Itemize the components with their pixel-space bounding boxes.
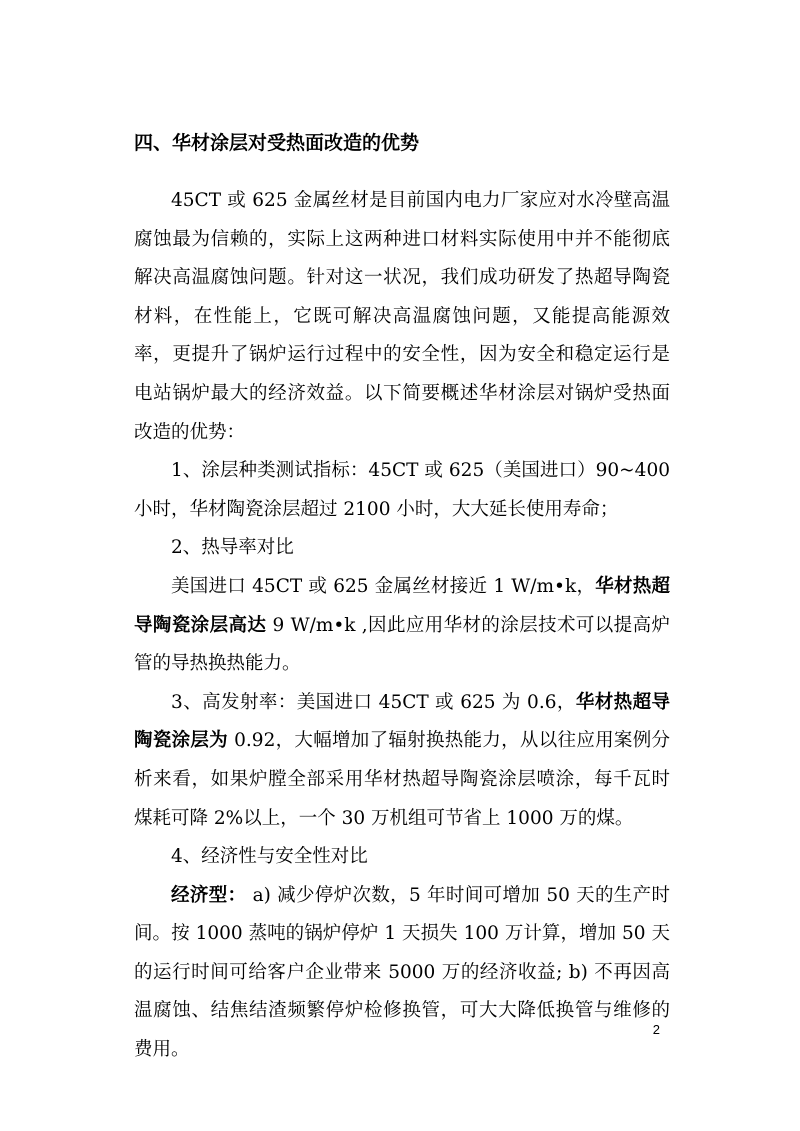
item-4-title: 4、经济性与安全性对比 xyxy=(171,846,368,868)
intro-paragraph: 45CT 或 625 金属丝材是目前国内电力厂家应对水冷壁高温腐蚀最为信赖的，实际上这两种进口材料实际使用中并不能彻底解决高温腐蚀问题。针对这一状况，我们成功研发了热超导陶瓷材料，在性能上，它既可解决高温腐蚀问题，又能提高能源效率，更提升了锅炉运行过程中的安全性，因为安全和稳定运行是电站锅炉最大的经济效益。以下简要概述华材涂层对锅炉受热面改造的优势： xyxy=(134,190,670,443)
item-4-bold-label: 经济型： xyxy=(171,884,247,906)
item-3-text: 3、高发射率：美国进口 45CT 或 625 为 0.6， xyxy=(171,691,576,713)
item-2-paragraph xyxy=(134,568,670,684)
page-number: 2 xyxy=(652,1022,660,1037)
item-2-bold-text: 华材热超导陶瓷涂层高达 xyxy=(134,575,670,636)
item-2-text: 美国进口 45CT 或 625 金属丝材接近 1 W/m•k， xyxy=(171,575,596,597)
item-3-text-end: 0.92，大幅增加了辐射换热能力，从以往应用案例分析来看，如果炉膛全部采用华材热超导陶瓷涂层喷涂，每千瓦时煤耗可降 2%以上，一个 30 万机组可节省上 1000 万的煤。 xyxy=(134,730,670,829)
item-4-text: a) 减少停炉次数，5 年时间可增加 50 天的生产时间。按 1000 蒸吨的锅炉停炉 1 天损失 100 万计算，增加 50 天的运行时间可给客户企业带来 5000 万的经济收益; b) 不再因高温腐蚀、结焦结渣频繁停炉检修换管，可大大降低换管与维修的费用。 xyxy=(134,884,670,1061)
item-3-bold-text: 华材热超导陶瓷涂层为 xyxy=(134,691,670,752)
item-1-paragraph: 1、涂层种类测试指标：45CT 或 625（美国进口）90~400 小时，华材陶瓷涂层超过 2100 小时，大大延长使用寿命； xyxy=(134,460,670,520)
item-2-text-end: 9 W/m•k ,因此应用华材的涂层技术可以提高炉管的导热换热能力。 xyxy=(134,614,670,675)
section-heading: 四、华材涂层对受热面改造的优势 xyxy=(134,132,420,154)
item-3-paragraph xyxy=(134,684,670,838)
item-4-paragraph xyxy=(134,877,670,1070)
page-body xyxy=(134,130,670,1070)
item-2-title: 2、热导率对比 xyxy=(171,537,294,559)
